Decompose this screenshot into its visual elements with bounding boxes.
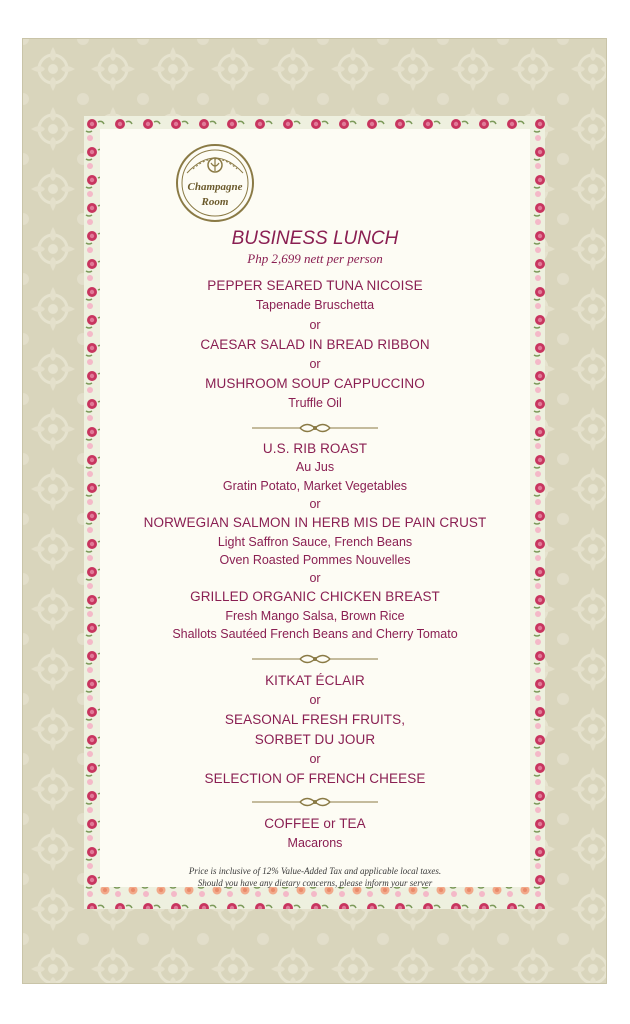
main-3: GRILLED ORGANIC CHICKEN BREAST (190, 589, 440, 604)
main-2-desc-1: Light Saffron Sauce, French Beans (217, 535, 413, 549)
beverage: COFFEE or TEA (264, 816, 366, 831)
ornament-divider-icon (250, 652, 380, 666)
dessert-3: SELECTION OF FRENCH CHEESE (204, 771, 426, 786)
starter-1-desc: Tapenade Bruschetta (255, 298, 375, 312)
main-2-desc-2: Oven Roasted Pommes Nouvelles (219, 553, 411, 567)
main-3-desc-1: Fresh Mango Salsa, Brown Rice (225, 609, 405, 623)
starter-1: PEPPER SEARED TUNA NICOISE (207, 278, 423, 293)
dessert-1: KITKAT ÉCLAIR (265, 673, 365, 688)
menu-title: BUSINESS LUNCH (231, 228, 399, 249)
dessert-2-line-1: SEASONAL FRESH FRUITS, (224, 712, 406, 727)
main-1-desc-2: Gratin Potato, Market Vegetables (222, 479, 408, 493)
logo-line-2: Room (201, 196, 229, 208)
or-separator: or (309, 357, 321, 371)
or-separator: or (309, 571, 321, 585)
beverage-desc: Macarons (287, 836, 343, 850)
dessert-2-line-2: SORBET DU JOUR (254, 732, 376, 747)
ornament-divider-icon (250, 421, 380, 435)
menu-price: Php 2,699 nett per person (247, 251, 383, 266)
starter-3-desc: Truffle Oil (288, 396, 342, 410)
or-separator: or (309, 752, 321, 766)
or-separator: or (309, 318, 321, 332)
ornament-divider-icon (250, 795, 380, 809)
main-1: U.S. RIB ROAST (262, 441, 368, 456)
main-1-desc-1: Au Jus (295, 460, 335, 474)
dietary-note: Should you have any dietary concerns, please inform your server (197, 878, 433, 888)
main-3-desc-2: Shallots Sautéed French Beans and Cherry Tomato (172, 627, 458, 641)
champagne-room-logo (175, 143, 255, 223)
main-2: NORWEGIAN SALMON IN HERB MIS DE PAIN CRUST (143, 515, 487, 530)
starter-3: MUSHROOM SOUP CAPPUCCINO (205, 376, 425, 391)
starter-2: CAESAR SALAD IN BREAD RIBBON (200, 337, 430, 352)
logo-line-1: Champagne (187, 181, 243, 193)
or-separator: or (309, 693, 321, 707)
or-separator: or (309, 497, 321, 511)
tax-note: Price is inclusive of 12% Value-Added Tax and applicable local taxes. (188, 866, 442, 876)
